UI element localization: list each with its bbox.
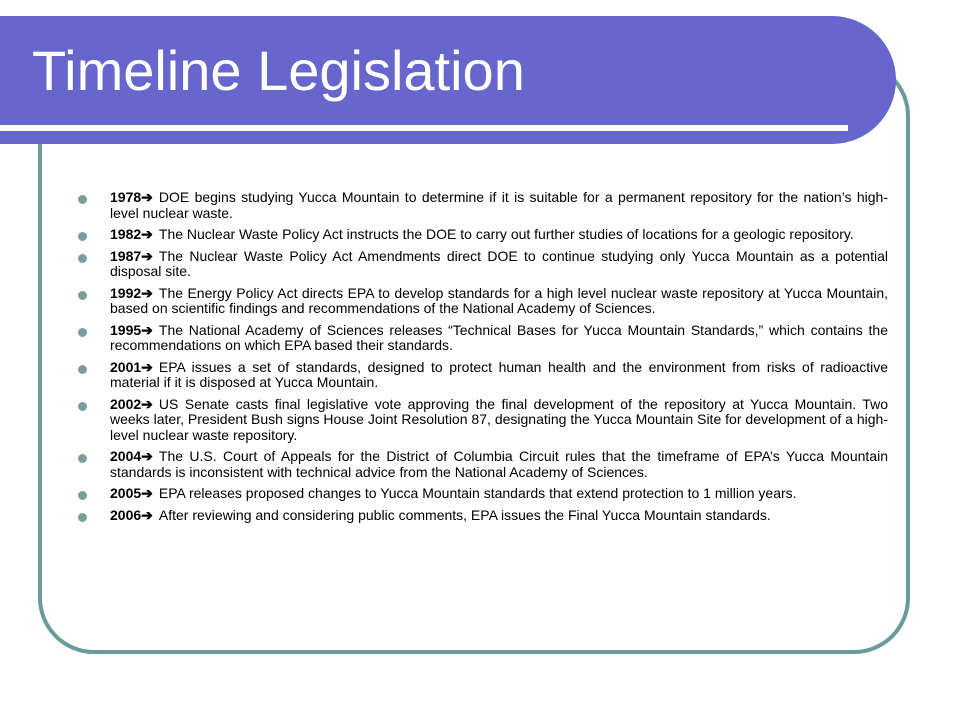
- timeline-item: [76, 227, 888, 243]
- timeline-text: EPA releases proposed changes to Yucca Mountain standards that extend protection to 1 million years.: [158, 485, 797, 501]
- arrow-right-icon: ➔: [141, 247, 153, 264]
- arrow-right-icon: ➔: [141, 321, 153, 338]
- bullet-icon: [78, 232, 87, 241]
- title-underline: [0, 125, 848, 131]
- timeline-item: [76, 249, 888, 280]
- arrow-right-icon: ➔: [141, 358, 153, 375]
- timeline-text: The Energy Policy Act directs EPA to develop standards for a high level nuclear waste repository at Yucca Mountain, based on scientific findings and recommendations of the National Academy of Sciences.: [110, 284, 888, 316]
- bullet-icon: [78, 328, 87, 337]
- timeline-item: [76, 486, 888, 502]
- timeline-text: The National Academy of Sciences releases “Technical Bases for Yucca Mountain Standards,” which contains the recommendations on which EPA based their standards.: [110, 321, 888, 353]
- timeline-list: [76, 190, 888, 529]
- arrow-right-icon: ➔: [141, 506, 153, 523]
- timeline-year: 1978: [110, 189, 142, 205]
- timeline-text: EPA issues a set of standards, designed to protect human health and the environment from risks of radioactive material if it is disposed at Yucca Mountain.: [110, 358, 888, 390]
- bullet-icon: [78, 291, 87, 300]
- timeline-year: 1982: [110, 226, 142, 242]
- timeline-text: DOE begins studying Yucca Mountain to determine if it is suitable for a permanent repository for the nation’s high-level nuclear waste.: [110, 189, 888, 221]
- arrow-right-icon: ➔: [141, 189, 153, 205]
- bullet-icon: [78, 254, 87, 263]
- timeline-text: The Nuclear Waste Policy Act Amendments direct DOE to continue studying only Yucca Mountain as a potential disposal site.: [110, 247, 888, 279]
- timeline-item: [76, 286, 888, 317]
- arrow-right-icon: ➔: [141, 284, 153, 301]
- timeline-item: [76, 190, 888, 221]
- bullet-icon: [78, 195, 87, 204]
- arrow-right-icon: ➔: [141, 226, 153, 242]
- bullet-icon: [78, 513, 87, 522]
- timeline-text: US Senate casts final legislative vote approving the final development of the repository at Yucca Mountain. Two weeks later, President Bush signs House Joint Resolution 87, designating the Yucca Mountain Site for development of a high-level nuclear waste repository.: [110, 395, 888, 443]
- timeline-year: 2002: [110, 395, 142, 412]
- timeline-year: 2004: [110, 448, 142, 464]
- timeline-text: After reviewing and considering public comments, EPA issues the Final Yucca Mountain standards.: [158, 506, 771, 523]
- timeline-text: The Nuclear Waste Policy Act instructs the DOE to carry out further studies of locations for a geologic repository.: [158, 226, 854, 242]
- timeline-item: [76, 397, 888, 444]
- bullet-icon: [78, 491, 87, 500]
- bullet-icon: [78, 454, 87, 463]
- timeline-year: 2005: [110, 485, 142, 501]
- slide-title: Timeline Legislation: [32, 39, 525, 102]
- timeline-item: [76, 323, 888, 354]
- timeline-year: 2001: [110, 358, 142, 375]
- timeline-item: [76, 508, 888, 524]
- timeline-year: 1995: [110, 321, 142, 338]
- bullet-icon: [78, 365, 87, 374]
- arrow-right-icon: ➔: [141, 485, 153, 501]
- timeline-text: The U.S. Court of Appeals for the District of Columbia Circuit rules that the timeframe of EPA’s Yucca Mountain standards is inconsistent with technical advice from the National Academy of Sciences.: [110, 448, 888, 480]
- timeline-year: 2006: [110, 506, 142, 523]
- arrow-right-icon: ➔: [141, 395, 153, 412]
- timeline-year: 1992: [110, 284, 142, 301]
- timeline-item: [76, 360, 888, 391]
- bullet-icon: [78, 402, 87, 411]
- arrow-right-icon: ➔: [141, 448, 153, 464]
- timeline-year: 1987: [110, 247, 142, 264]
- timeline-item: [76, 449, 888, 480]
